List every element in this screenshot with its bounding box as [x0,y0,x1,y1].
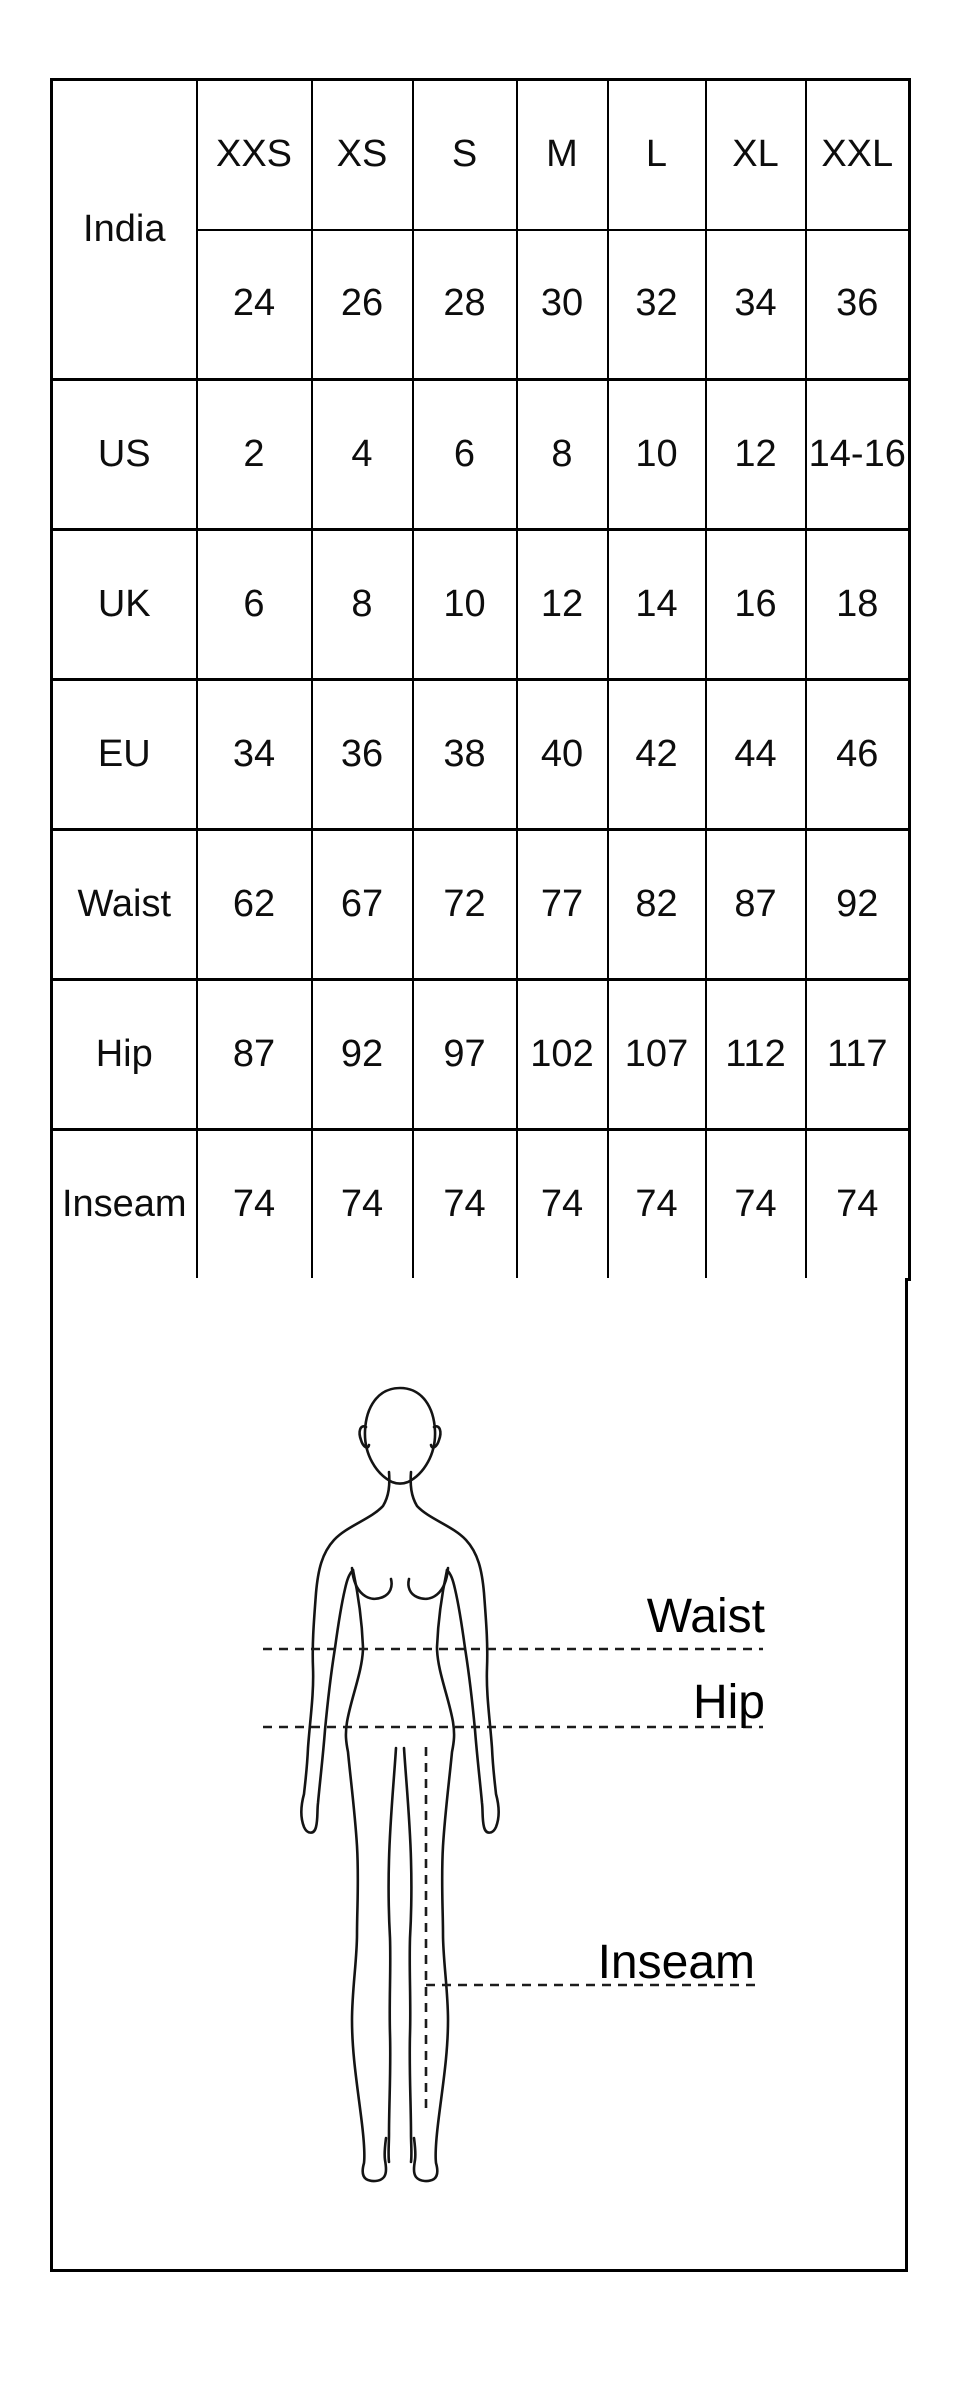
size-value-cell: 97 [413,980,517,1130]
size-value-cell: 40 [517,680,608,830]
size-value-cell: 30 [517,230,608,380]
measurement-diagram [50,1278,908,2272]
size-value-cell: 87 [197,980,312,1130]
size-value-cell: 77 [517,830,608,980]
size-value-cell: 92 [312,980,413,1130]
size-value-cell: 74 [413,1130,517,1280]
size-table [50,78,911,1281]
size-value-cell: 72 [413,830,517,980]
size-value-cell: 8 [312,530,413,680]
table-row-inseam [52,1130,910,1280]
size-value-cell: 74 [806,1130,910,1280]
size-value-cell: 112 [706,980,806,1130]
size-value-cell: 62 [197,830,312,980]
size-value-cell: 14 [608,530,706,680]
size-value-cell: 74 [608,1130,706,1280]
row-label-cell: Inseam [52,1130,197,1280]
size-value-cell: 74 [517,1130,608,1280]
size-value-cell: 10 [608,380,706,530]
table-row-sizes [52,80,910,230]
size-value-cell: 2 [197,380,312,530]
size-value-cell: 117 [806,980,910,1130]
table-row-uk [52,530,910,680]
row-label-cell: EU [52,680,197,830]
size-value-cell: 42 [608,680,706,830]
size-value-cell: 28 [413,230,517,380]
inseam-label: Inseam [597,1936,755,1989]
size-value-cell: 26 [312,230,413,380]
size-header-cell: XL [706,80,806,230]
hip-label: Hip [692,1676,765,1729]
table-row-hip [52,980,910,1130]
size-value-cell: 102 [517,980,608,1130]
size-value-cell: 6 [197,530,312,680]
size-value-cell: 46 [806,680,910,830]
size-value-cell: 44 [706,680,806,830]
size-value-cell: 16 [706,530,806,680]
size-header-cell: XXS [197,80,312,230]
size-header-cell: XXL [806,80,910,230]
size-value-cell: 74 [312,1130,413,1280]
size-value-cell: 82 [608,830,706,980]
size-value-cell: 92 [806,830,910,980]
size-value-cell: 34 [197,680,312,830]
row-label-cell: Hip [52,980,197,1130]
size-header-cell: L [608,80,706,230]
size-header-cell: S [413,80,517,230]
size-header-cell: M [517,80,608,230]
size-value-cell: 4 [312,380,413,530]
size-value-cell: 14-16 [806,380,910,530]
table-row-eu [52,680,910,830]
size-header-cell: XS [312,80,413,230]
size-table-body [52,80,910,1280]
size-value-cell: 74 [197,1130,312,1280]
size-value-cell: 74 [706,1130,806,1280]
size-value-cell: 6 [413,380,517,530]
waist-label: Waist [646,1590,765,1643]
size-value-cell: 18 [806,530,910,680]
size-value-cell: 8 [517,380,608,530]
size-value-cell: 12 [706,380,806,530]
size-value-cell: 67 [312,830,413,980]
size-value-cell: 107 [608,980,706,1130]
size-value-cell: 38 [413,680,517,830]
size-value-cell: 36 [312,680,413,830]
size-value-cell: 12 [517,530,608,680]
row-label-cell: India [52,80,197,380]
size-value-cell: 10 [413,530,517,680]
size-value-cell: 36 [806,230,910,380]
size-value-cell: 32 [608,230,706,380]
size-value-cell: 24 [197,230,312,380]
size-value-cell: 87 [706,830,806,980]
row-label-cell: UK [52,530,197,680]
size-value-cell: 34 [706,230,806,380]
row-label-cell: Waist [52,830,197,980]
table-row-us [52,380,910,530]
female-body-front-outline-icon [53,1278,905,2266]
row-label-cell: US [52,380,197,530]
table-row-waist [52,830,910,980]
